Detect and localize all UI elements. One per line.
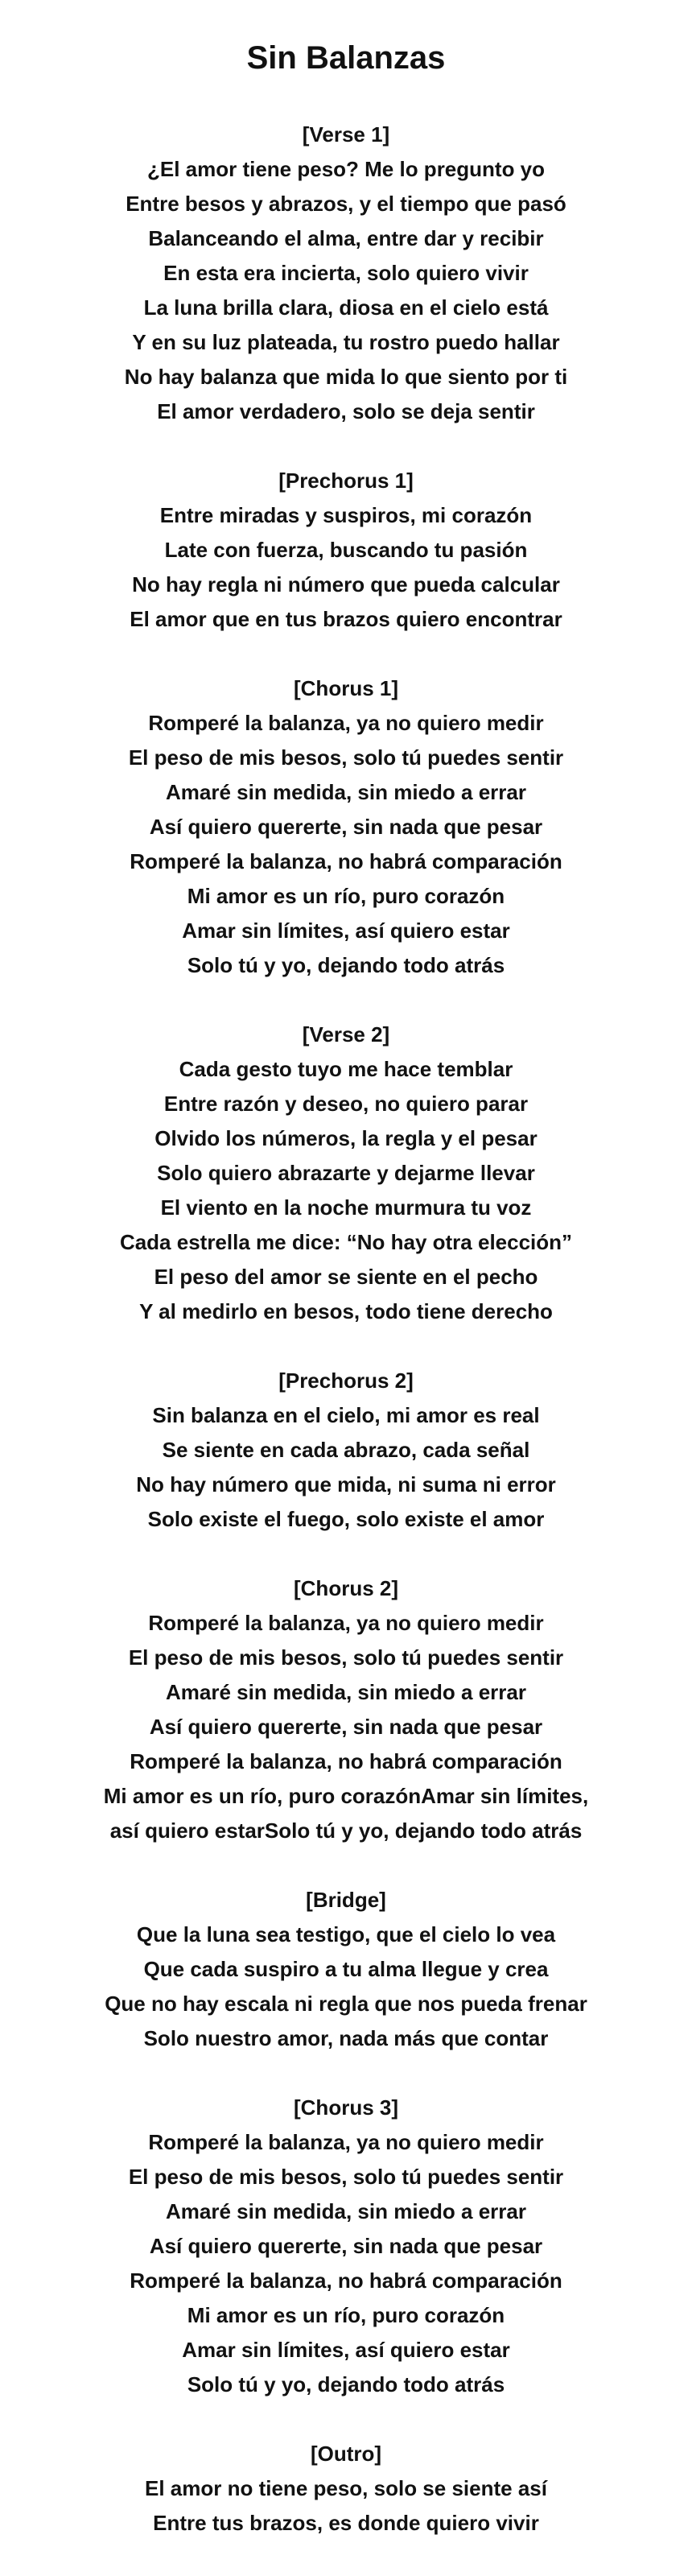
section-heading: [Prechorus 1] [278,469,414,493]
lyrics-section [0,1571,692,1848]
lyric-line: Balanceando el alma, entre dar y recibir [148,226,544,250]
lyrics-section [0,2437,692,2541]
lyric-line: Romperé la balanza, no habrá comparación [130,1749,562,1773]
section-heading: [Verse 2] [302,1022,390,1046]
lyric-line: El amor que en tus brazos quiero encontrar [130,607,562,631]
lyric-line: ¿El amor tiene peso? Me lo pregunto yo [146,157,546,181]
section-heading: [Chorus 2] [294,1576,398,1600]
lyric-line: Así quiero quererte, sin nada que pesar [149,1715,543,1739]
lyric-line: El viento en la noche murmura tu voz [160,1195,532,1220]
lyrics-section [0,1883,692,2056]
lyric-line: Romperé la balanza, ya no quiero medir [148,711,544,735]
lyric-line: Mi amor es un río, puro corazón [187,884,505,908]
lyric-line: Que no hay escala ni regla que nos pueda frenar [105,1992,587,2016]
lyric-line: Solo tú y yo, dejando todo atrás [187,953,505,977]
lyric-line: Que la luna sea testigo, que el cielo lo vea [136,1922,556,1946]
lyric-line: El peso de mis besos, solo tú puedes sentir [128,1645,564,1670]
lyric-line: Así quiero quererte, sin nada que pesar [149,2234,543,2258]
lyric-line: Entre miradas y suspiros, mi corazón [159,503,533,527]
lyric-line: La luna brilla clara, diosa en el cielo está [143,295,549,320]
section-heading: [Prechorus 2] [278,1368,414,1393]
lyric-line: Romperé la balanza, ya no quiero medir [148,1611,544,1635]
lyric-line: Mi amor es un río, puro corazónAmar sin límites, [103,1784,589,1808]
lyric-line: así quiero estarSolo tú y yo, dejando todo atrás [109,1818,583,1843]
lyric-line: Y en su luz plateada, tu rostro puedo hallar [132,330,560,354]
lyric-line: Romperé la balanza, ya no quiero medir [148,2130,544,2154]
lyric-line: Amar sin límites, así quiero estar [182,919,510,943]
lyric-line: Así quiero quererte, sin nada que pesar [149,815,543,839]
lyric-line: Cada estrella me dice: “No hay otra elección” [119,1230,573,1254]
lyrics-section [0,464,692,637]
section-heading: [Chorus 1] [294,676,398,700]
section-heading: [Verse 1] [302,122,390,147]
lyric-line: Amar sin límites, así quiero estar [182,2338,510,2362]
lyrics-section [0,2091,692,2402]
lyric-line: Amaré sin medida, sin miedo a errar [166,1680,526,1704]
lyrics-section [0,1364,692,1537]
lyric-line: Cada gesto tuyo me hace temblar [179,1057,513,1081]
section-heading: [Outro] [310,2442,382,2466]
lyric-line: Solo tú y yo, dejando todo atrás [187,2372,505,2396]
lyric-line: No hay balanza que mida lo que siento por ti [124,365,568,389]
lyric-line: No hay número que mida, ni suma ni error [136,1472,556,1496]
lyric-line: Solo existe el fuego, solo existe el amor [147,1507,545,1531]
lyric-line: El amor verdadero, solo se deja sentir [157,399,535,423]
lyric-line: En esta era incierta, solo quiero vivir [163,261,529,285]
lyric-line: Solo quiero abrazarte y dejarme llevar [157,1161,535,1185]
section-heading: [Chorus 3] [294,2095,398,2120]
lyric-line: Romperé la balanza, no habrá comparación [130,2268,562,2293]
lyrics-body [0,118,692,2575]
lyric-line: Se siente en cada abrazo, cada señal [162,1438,530,1462]
section-heading: [Bridge] [306,1888,386,1912]
lyrics-section [0,118,692,429]
lyric-line: Entre razón y deseo, no quiero parar [163,1092,529,1116]
lyric-line: Que cada suspiro a tu alma llegue y crea [143,1957,549,1981]
lyric-line: El peso del amor se siente en el pecho [154,1265,538,1289]
lyric-line: Amaré sin medida, sin miedo a errar [166,2199,526,2223]
lyric-line: Romperé la balanza, no habrá comparación [130,849,562,873]
lyric-line: Mi amor es un río, puro corazón [187,2303,505,2327]
lyric-line: Solo nuestro amor, nada más que contar [143,2026,549,2050]
lyrics-section [0,671,692,983]
lyric-line: Sin balanza en el cielo, mi amor es real [152,1403,540,1427]
lyrics-section [0,1018,692,1329]
lyric-line: No hay regla ni número que pueda calcular [132,572,560,597]
song-title: Sin Balanzas [246,40,446,76]
lyric-line: Olvido los números, la regla y el pesar [154,1126,538,1150]
lyric-line: Entre tus brazos, es donde quiero vivir [153,2511,539,2535]
lyric-line: El amor no tiene peso, solo se siente así [145,2476,547,2500]
lyric-line: El peso de mis besos, solo tú puedes sentir [128,745,564,770]
lyric-line: Amaré sin medida, sin miedo a errar [166,780,526,804]
lyric-line: Late con fuerza, buscando tu pasión [164,538,528,562]
lyric-line: El peso de mis besos, solo tú puedes sentir [128,2165,564,2189]
lyric-line: Entre besos y abrazos, y el tiempo que pasó [126,192,566,216]
lyric-line: Y al medirlo en besos, todo tiene derecho [139,1299,553,1323]
